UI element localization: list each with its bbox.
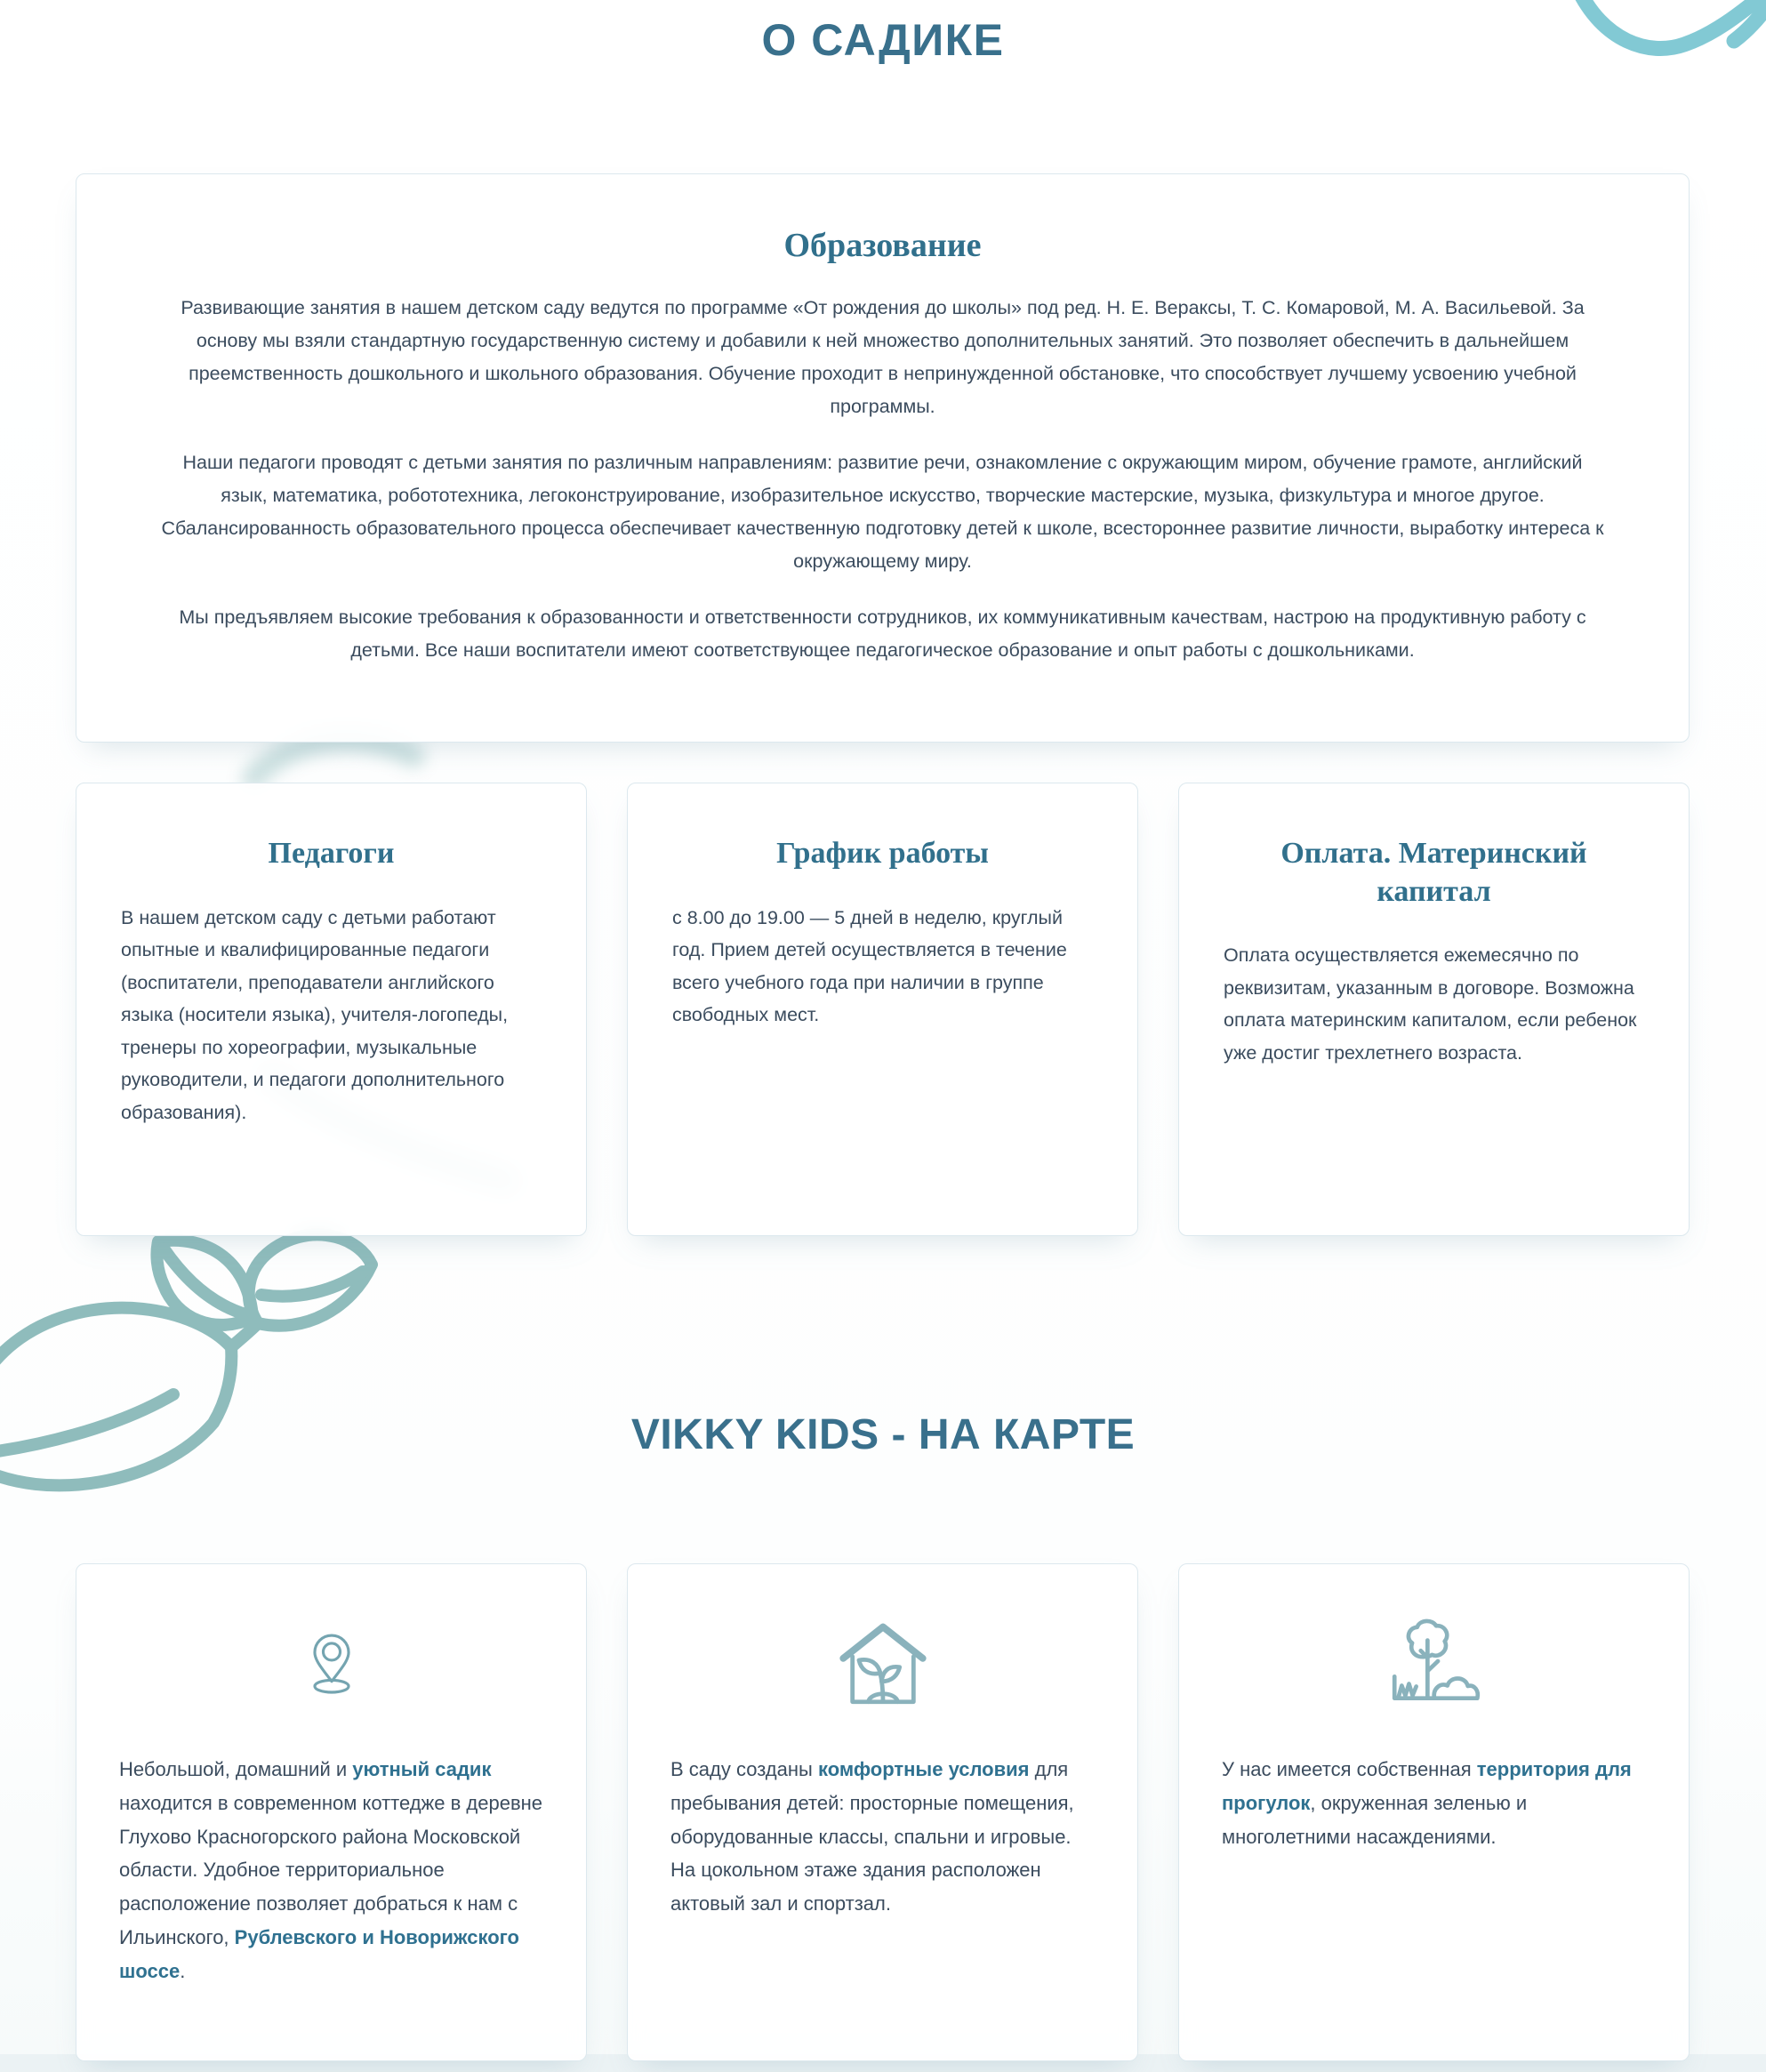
info-card-teachers <box>76 783 587 1236</box>
map-card-text: Небольшой, домашний и уютный садик находится в современном коттедже в деревне Глухово Красногорского района Московской области. Удобное территориальное расположение позволяет добраться к нам с Ильинского, Рублевского и Новорижского шоссе. <box>119 1758 543 1982</box>
info-card-text: Оплата осуществляется ежемесячно по реквизитам, указанным в договоре. Возможна оплата материнским капиталом, если ребенок уже достиг трехлетнего возраста. <box>1224 944 1637 1064</box>
info-card-title: Педагоги <box>268 837 395 870</box>
map-card-territory <box>1178 1563 1690 2061</box>
education-paragraph: Наши педагоги проводят с детьми занятия по различным направлениям: развитие речи, ознакомление с окружающим миром, обучение грамоте, английский язык, математика, робототехника, легоконструирование, изобразительное искусство, творческие мастерские, музыка, физкультура и многое другое. Сбалансированность образовательного процесса обеспечивает качественную подготовку детей к школе, всестороннее развитие личности, выработку интереса к окружающему миру. <box>161 451 1604 572</box>
education-paragraph: Развивающие занятия в нашем детском саду ведутся по программе «От рождения до школы» под ред. Н. Е. Вераксы, Т. С. Комаровой, М. А. Васильевой. За основу мы взяли стандартную государственную систему и добавили к ней множество дополнительных занятий. Это позволяет обеспечить в дальнейшем преемственность дошкольного и школьного образования. Обучение проходит в непринужденной обстановке, что способствует лучшему усвоению учебной программы. <box>181 297 1585 417</box>
tree-park-icon <box>1222 1609 1646 1708</box>
page-title-about: О САДИКЕ <box>761 15 1005 65</box>
info-card-text: с 8.00 до 19.00 — 5 дней в неделю, круглый год. Прием детей осуществляется в течение всего учебного года при наличии в группе свободных мест. <box>672 906 1067 1026</box>
info-card-schedule <box>627 783 1138 1236</box>
map-card-location <box>76 1563 587 2061</box>
location-pin-icon <box>119 1609 543 1708</box>
info-card-payment <box>1178 783 1690 1236</box>
map-card-facilities <box>627 1563 1138 2061</box>
page-title-map: VIKKY KIDS - НА КАРТЕ <box>630 1411 1136 1458</box>
map-card-text: В саду созданы комфортные условия для пребывания детей: просторные помещения, оборудованные классы, спальни и игровые. На цокольном этаже здания расположен актовый зал и спортзал. <box>670 1758 1074 1915</box>
info-card-title: Оплата. Материнский капитал <box>1280 837 1587 908</box>
education-card <box>76 173 1690 743</box>
info-card-text: В нашем детском саду с детьми работают опытные и квалифицированные педагоги (воспитатели, преподаватели английского языка (носители языка), учителя-логопеды, тренеры по хореографии, музыкальные руководители, и педагоги дополнительного образования). <box>121 906 509 1123</box>
education-paragraph: Мы предъявляем высокие требования к образованности и ответственности сотрудников, их коммуникативным качествам, настрою на продуктивную работу с детьми. Все наши воспитатели имеют соответствующее педагогическое образование и опыт работы с дошкольниками. <box>179 606 1586 661</box>
education-card-title: Образование <box>783 227 982 264</box>
house-sprout-icon <box>670 1609 1095 1708</box>
map-card-text: У нас имеется собственная территория для прогулок, окруженная зеленью и многолетними насаждениями. <box>1222 1758 1632 1848</box>
info-card-title: График работы <box>776 837 989 870</box>
